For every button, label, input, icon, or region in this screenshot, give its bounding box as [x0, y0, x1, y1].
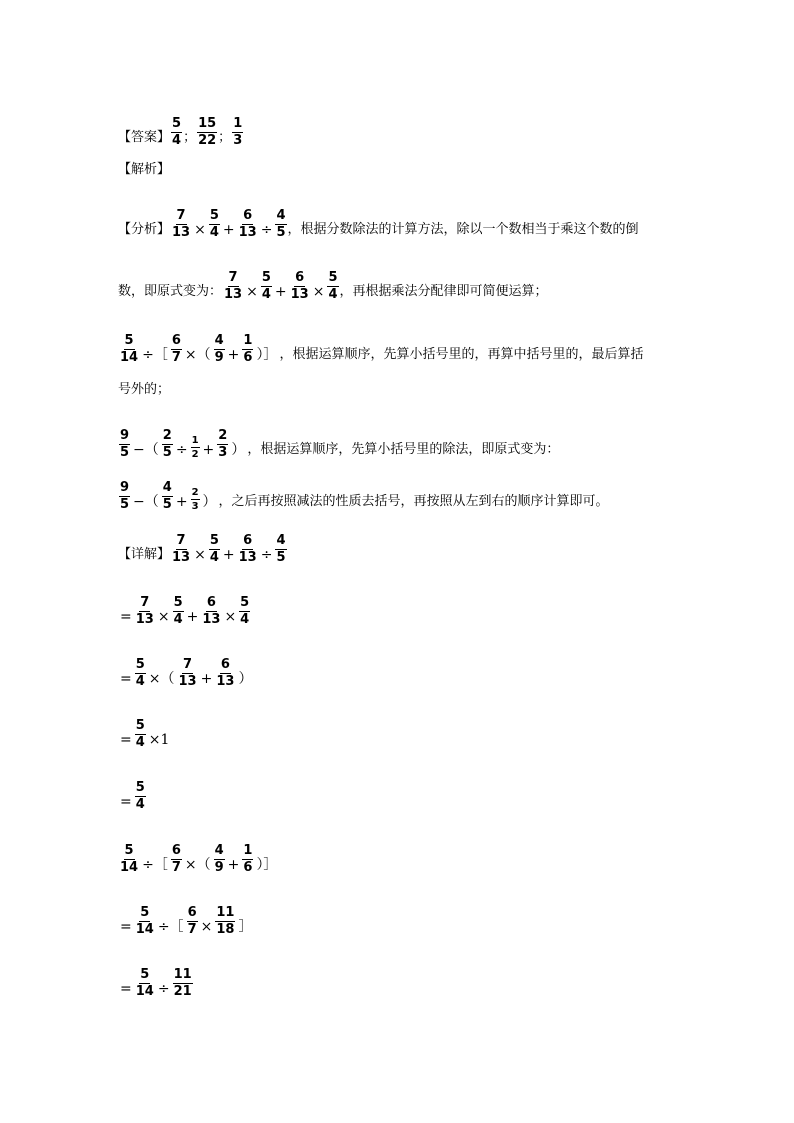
answer-separator: ； — [183, 130, 197, 145]
operator: ÷ — [260, 547, 273, 563]
analysis-text: ，根据运算顺序，先算小括号里的除法，即原式变为： — [247, 442, 560, 457]
fraction: $\frac{6}{13}$ — [238, 208, 257, 240]
fraction: $\frac{4}{9}$ — [214, 843, 224, 875]
analysis-text: ，之后再按照减法的性质去括号，再按照从左到右的顺序计算即可。 — [218, 494, 609, 509]
fraction: $\frac{6}{7}$ — [171, 333, 181, 365]
operator: ）］ — [256, 857, 278, 873]
analysis-text: 号外的； — [118, 382, 171, 397]
fraction: $\frac{5}{4}$ — [135, 780, 145, 812]
detail-label: 【详解】 — [118, 547, 171, 562]
fraction: $\frac{5}{4}$ — [135, 718, 145, 750]
analysis-text: ，根据分数除法的计算方法，除以一个数相当于乘这个数的倒 — [287, 222, 639, 237]
answer-fraction-1: $\frac{5}{4}$ — [172, 116, 182, 148]
fraction: $\frac{7}{13}$ — [178, 657, 197, 689]
fraction: $\frac{6}{13}$ — [202, 595, 221, 627]
analysis-line-3b — [118, 370, 170, 400]
fraction: $\frac{6}{13}$ — [290, 270, 309, 302]
fraction: $\frac{6}{13}$ — [238, 533, 257, 565]
detail-line-5 — [118, 782, 147, 812]
detail-line-2 — [118, 597, 251, 627]
operator: −（ — [133, 494, 159, 510]
fraction: $\frac{11}{21}$ — [173, 967, 192, 999]
operator: ×（ — [184, 347, 211, 363]
operator: + — [227, 347, 240, 363]
equals-sign: = — [120, 609, 132, 625]
fraction: $\frac{5}{4}$ — [209, 208, 219, 240]
analysis-label: 【分析】 — [118, 222, 171, 237]
fraction: $\frac{6}{13}$ — [216, 657, 235, 689]
analysis-line-2 — [118, 272, 548, 302]
fraction: $\frac{5}{14}$ — [135, 967, 154, 999]
fraction: $\frac{2}{5}$ — [162, 428, 172, 460]
fraction: $\frac{1}{6}$ — [243, 843, 253, 875]
analysis-line-3 — [118, 335, 643, 365]
fraction: $\frac{7}{13}$ — [224, 270, 243, 302]
fraction: $\frac{9}{5}$ — [120, 428, 130, 460]
operator: + — [274, 284, 287, 300]
operator: × — [194, 222, 206, 238]
operator: ÷ — [175, 442, 188, 458]
fraction: $\frac{4}{9}$ — [214, 333, 224, 365]
fraction: $\frac{4}{5}$ — [276, 208, 286, 240]
fraction: $\frac{4}{5}$ — [162, 480, 172, 512]
equals-sign: = — [120, 671, 132, 687]
operator: ×（ — [148, 671, 175, 687]
fraction: $\frac{9}{5}$ — [120, 480, 130, 512]
equals-sign: = — [120, 919, 132, 935]
operator: ） — [231, 442, 246, 458]
detail-line-4 — [118, 720, 171, 750]
detail-line-6 — [118, 845, 279, 875]
detail-line-3 — [118, 659, 254, 689]
answer-fraction-3: $\frac{1}{3}$ — [233, 116, 243, 148]
fraction: $\frac{6}{7}$ — [187, 905, 197, 937]
operator: ） — [202, 494, 217, 510]
operator: × — [200, 919, 213, 935]
analysis-line-1 — [118, 210, 639, 240]
operator: + — [222, 547, 235, 563]
operator: ×1 — [148, 732, 170, 748]
fraction: $\frac{7}{13}$ — [172, 208, 191, 240]
operator: × — [194, 547, 206, 563]
analysis-text: ，再根据乘法分配律即可简便运算； — [339, 284, 548, 299]
analysis-line-4 — [118, 430, 559, 460]
operator: + — [186, 609, 199, 625]
analysis-heading-line — [118, 150, 170, 180]
operator: −（ — [133, 442, 159, 458]
fraction: $\frac{7}{13}$ — [135, 595, 154, 627]
fraction: $\frac{5}{4}$ — [328, 270, 338, 302]
operator: ） — [238, 671, 253, 687]
operator: + — [200, 671, 213, 687]
operator: + — [222, 222, 235, 238]
fraction: $\frac{7}{13}$ — [172, 533, 191, 565]
operator: ÷［ — [142, 347, 168, 363]
fraction: $\frac{5}{4}$ — [135, 657, 145, 689]
answer-separator: ； — [218, 130, 232, 145]
operator: ］ — [238, 919, 253, 935]
analysis-text: 数，即原式变为： — [118, 284, 223, 299]
fraction: $\frac{5}{14}$ — [120, 333, 139, 365]
fraction: $\frac{5}{4}$ — [240, 595, 250, 627]
operator: ÷［ — [157, 919, 184, 935]
fraction: $\frac{11}{18}$ — [216, 905, 235, 937]
fraction: $\frac{5}{14}$ — [135, 905, 154, 937]
fraction: $\frac{1}{2}$ — [191, 435, 199, 460]
equals-sign: = — [120, 794, 132, 810]
detail-line-1 — [118, 535, 288, 565]
fraction: $\frac{5}{4}$ — [173, 595, 183, 627]
detail-line-8 — [118, 969, 194, 999]
operator: × — [246, 284, 258, 300]
fraction: $\frac{5}{4}$ — [209, 533, 219, 565]
analysis-text: ，根据运算顺序，先算小括号里的，再算中括号里的，最后算括 — [279, 347, 644, 362]
operator: × — [157, 609, 170, 625]
detail-line-7 — [118, 907, 254, 937]
fraction: $\frac{1}{6}$ — [243, 333, 253, 365]
equals-sign: = — [120, 732, 132, 748]
answer-fraction-2: $\frac{15}{22}$ — [198, 116, 217, 148]
fraction: $\frac{5}{14}$ — [120, 843, 139, 875]
operator: ÷ — [260, 222, 273, 238]
operator: ）］ — [256, 347, 278, 363]
operator: × — [224, 609, 237, 625]
operator: ÷［ — [142, 857, 168, 873]
operator: × — [312, 284, 325, 300]
fraction: $\frac{4}{5}$ — [276, 533, 286, 565]
fraction: $\frac{2}{3}$ — [191, 487, 199, 512]
operator: ×（ — [184, 857, 211, 873]
operator: + — [227, 857, 240, 873]
analysis-line-5 — [118, 482, 609, 512]
operator: + — [202, 442, 215, 458]
analysis-heading: 【解析】 — [118, 162, 171, 177]
fraction: $\frac{2}{3}$ — [218, 428, 228, 460]
operator: ÷ — [157, 981, 170, 997]
equals-sign: = — [120, 981, 132, 997]
operator: + — [175, 494, 188, 510]
answer-line — [118, 118, 244, 148]
fraction: $\frac{6}{7}$ — [171, 843, 181, 875]
fraction: $\frac{5}{4}$ — [261, 270, 271, 302]
answer-label: 【答案】 — [118, 130, 171, 145]
